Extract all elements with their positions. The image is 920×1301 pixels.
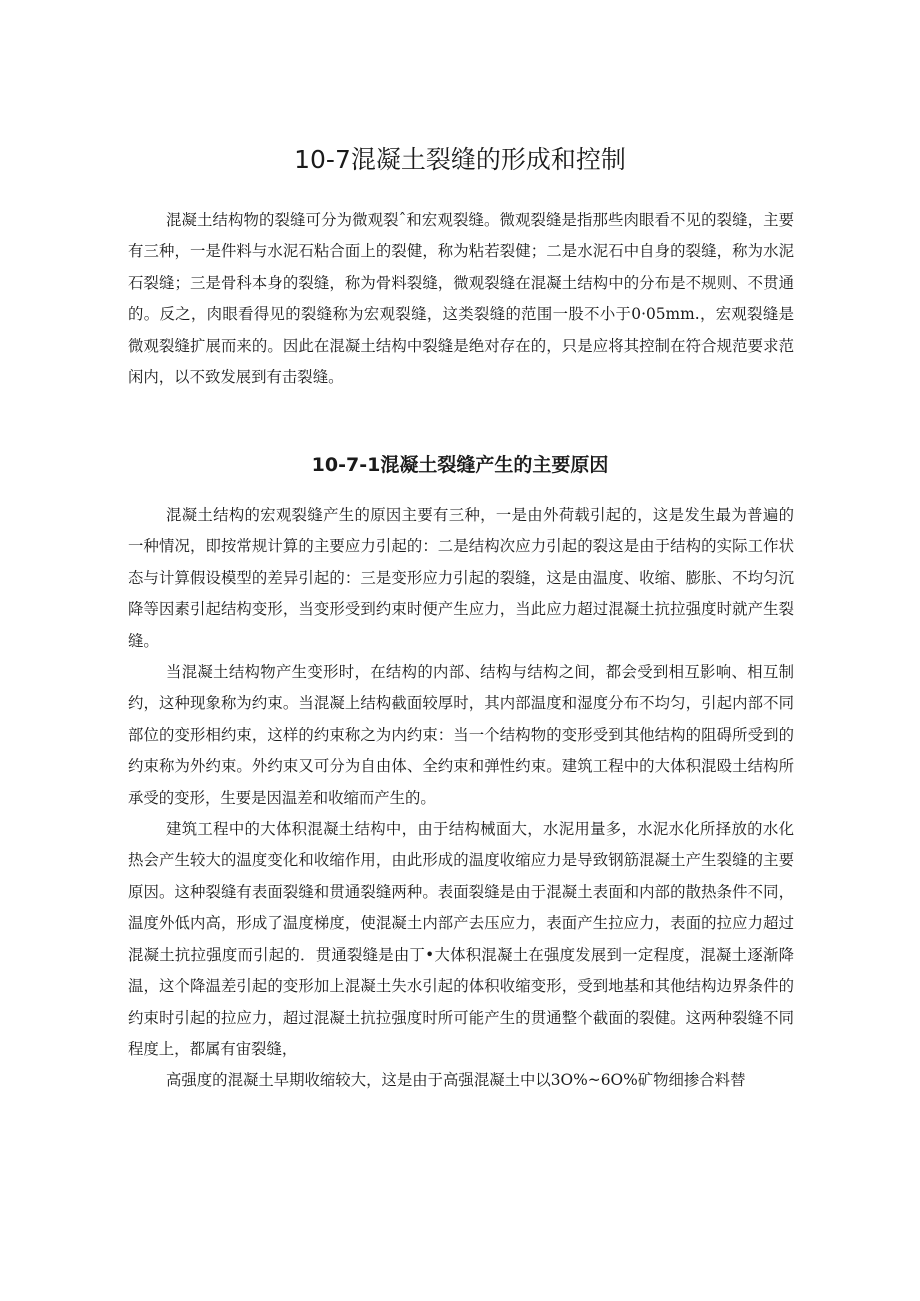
body-paragraph-2: 当混凝土结构物产生变形时，在结构的内部、结构与结构之间，都会受到相互影响、相互制约，这种现象称为约束。当混凝上结构截面较厚时，其内部温度和湿度分布不均匀，引起内部不同部位的变形相约束，这样的约束称之为内约束：当一个结构物的变形受到其他结构的阻碍所受到的约束称为外约束。外约束又可分为自由体、全约束和弹性约束。建筑工程中的大体积混殴土结构所承受的变形，生要是因温差和收缩而产生的。 xyxy=(128,663,794,807)
body-paragraph-3: 建筑工程中的大体积混凝土结构中，由于结构械面大，水泥用量多，水泥水化所择放的水化热会产生较大的温度变化和收缩作用，由此形成的温度收缩应力是导致钢筋混凝土产生裂缝的主要原因。这种裂缝有表面裂缝和贯通裂缝两种。表面裂缝是由于混凝土表面和内部的散热条件不同，温度外低内高，形成了温度梯度，使混凝土内部产去压应力，表面产生拉应力，表面的拉应力超过混凝土抗拉强度而引起的．贯通裂缝是由丁•大体积混凝土在强度发展到一定程度，混凝土逐渐降温，这个降温差引起的变形加上混凝土失水引起的体积收缩变形，受到地基和其他结构边界条件的约束时引起的拉应力，超过混凝土抗拉强度时所可能产生的贯通整个截面的裂健。这两种裂缝不同程度上，都属有宙裂缝， xyxy=(128,820,794,1058)
section-heading: 10-7-1混凝土裂缝产生的主要原因 xyxy=(311,454,609,476)
intro-paragraph: 混凝土结构物的裂缝可分为微观裂ˆ和宏观裂缝。微观裂缝是指那些肉眼看不见的裂缝，主要有三种，一是件料与水泥石粘合面上的裂健，称为粘若裂健；二是水泥石中自身的裂缝，称为水泥石裂缝；三是骨科本身的裂缝，称为骨料裂缝，微观裂缝在混凝土结构中的分布是不规则、不贯通的。反之，肉眼看得见的裂缝称为宏观裂缝，这类裂缝的范围一股不小于0·05mm.，宏观裂缝是微观裂缝扩展而来的。因此在混凝土结构中裂缝是绝对存在的，只是应将其控制在符合规范要求范闲内，以不致发展到有击裂缝。 xyxy=(128,211,794,387)
intro-block xyxy=(128,205,794,393)
section-body xyxy=(128,500,794,1097)
body-paragraph-1: 混凝土结构的宏观裂缝产生的原因主要有三种，一是由外荷载引起的，这是发生最为普遍的一种情况，即按常规计算的主要应力引起的：二是结构次应力引起的裂这是由于结构的实际工作状态与计算假设模型的差异引起的：三是变形应力引起的裂缝，这是由温度、收缩、膨胀、不均匀沉降等因素引起结构变形，当变形受到约束时便产生应力，当此应力超过混凝土抗拉强度时就产生裂缝。 xyxy=(128,506,794,650)
body-paragraph-4: 高强度的混凝土早期收缩较大，这是由于高强混凝土中以3O%~6O%矿物细掺合料替 xyxy=(166,1071,746,1090)
page-title: 10-7混凝土裂缝的形成和控制 xyxy=(294,145,626,174)
